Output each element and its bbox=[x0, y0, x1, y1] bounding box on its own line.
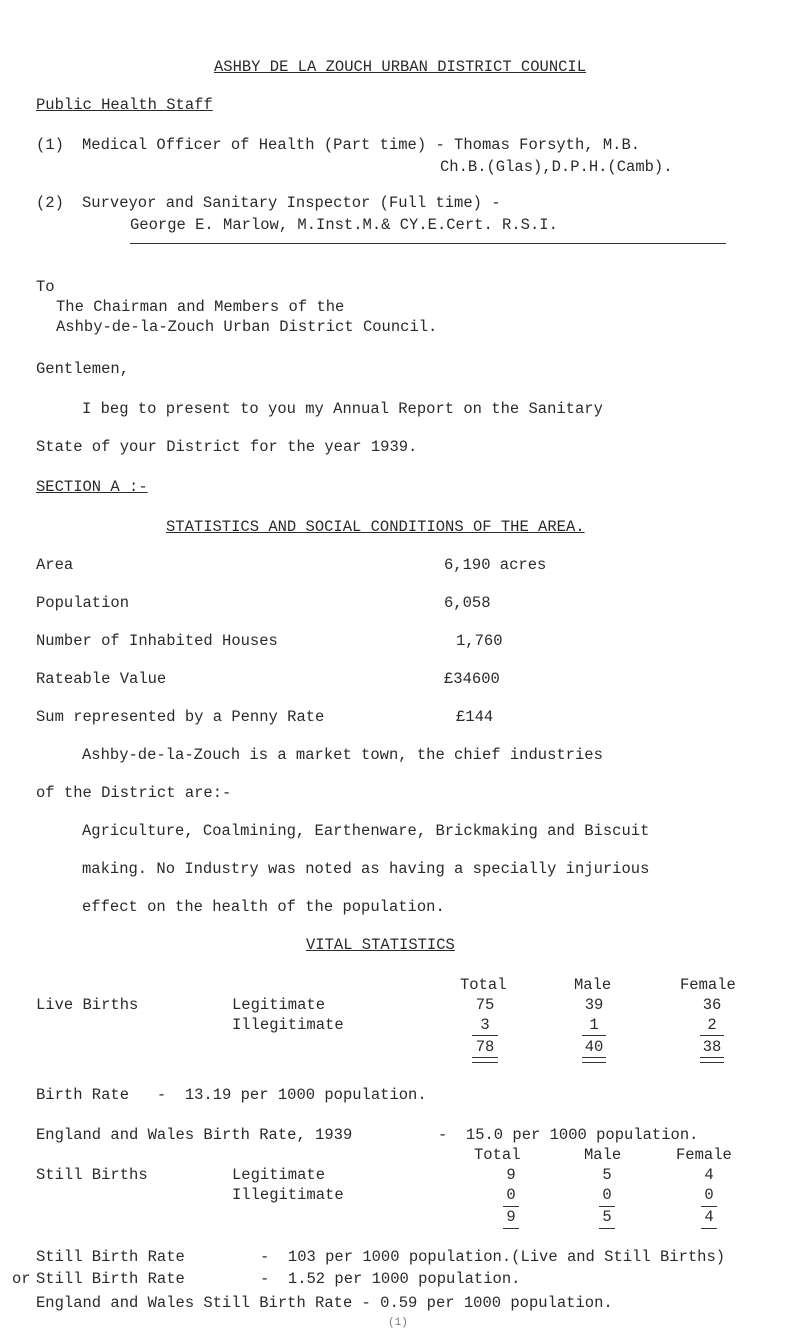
page-mark: (1) bbox=[388, 1317, 408, 1329]
vital-statistics-title: VITAL STATISTICS bbox=[306, 936, 455, 954]
salutation: Gentlemen, bbox=[36, 360, 130, 378]
still-female-rule-bottom bbox=[701, 1228, 717, 1229]
industry-line3: Agriculture, Coalmining, Earthenware, Brickmaking and Biscuit bbox=[82, 822, 650, 840]
stat-rateable-label: Rateable Value bbox=[36, 670, 167, 688]
still-birth-rate-2-label: Still Birth Rate bbox=[36, 1270, 185, 1288]
live-legit-female: 36 bbox=[702, 996, 722, 1014]
live-female-rule bbox=[700, 1035, 724, 1036]
section-title: STATISTICS AND SOCIAL CONDITIONS OF THE AREA. bbox=[166, 518, 585, 536]
still-male-rule-bottom bbox=[599, 1228, 615, 1229]
still-male-rule bbox=[599, 1206, 615, 1207]
section-label: SECTION A :- bbox=[36, 478, 148, 496]
live-legit-male: 39 bbox=[584, 996, 604, 1014]
still-female-rule bbox=[701, 1206, 717, 1207]
letter-to: To bbox=[36, 278, 55, 296]
stat-area-value: 6,190 acres bbox=[444, 556, 547, 574]
still-birth-rate-2-value: - 1.52 per 1000 population. bbox=[260, 1270, 521, 1288]
or-label: or bbox=[12, 1270, 31, 1288]
live-header-male: Male bbox=[574, 976, 612, 994]
still-sum-total: 9 bbox=[506, 1208, 516, 1226]
ew-still-birth-rate: England and Wales Still Birth Rate - 0.59 per 1000 population. bbox=[36, 1294, 613, 1312]
live-illegit-label: Illegitimate bbox=[232, 1016, 344, 1034]
stat-area-label: Area bbox=[36, 556, 74, 574]
live-legit-label: Legitimate bbox=[232, 996, 326, 1014]
live-female-double-rule bbox=[700, 1057, 724, 1063]
stat-population-label: Population bbox=[36, 594, 130, 612]
stat-penny-rate-label: Sum represented by a Penny Rate bbox=[36, 708, 325, 726]
addressee-line2: Ashby-de-la-Zouch Urban District Council. bbox=[56, 318, 438, 336]
still-births-label: Still Births bbox=[36, 1166, 148, 1184]
council-title: ASHBY DE LA ZOUCH URBAN DISTRICT COUNCIL bbox=[213, 58, 587, 76]
intro-line2: State of your District for the year 1939. bbox=[36, 438, 418, 456]
staff-1-number: (1) bbox=[36, 136, 64, 154]
birth-rate: Birth Rate - 13.19 per 1000 population. bbox=[36, 1086, 427, 1104]
industry-line4: making. No Industry was noted as having a specially injurious bbox=[82, 860, 650, 878]
still-total-rule bbox=[503, 1206, 519, 1207]
ew-birth-rate-value: - 15.0 per 1000 population. bbox=[438, 1126, 699, 1144]
addressee-line1: The Chairman and Members of the bbox=[56, 298, 345, 316]
staff-1-line2: Ch.B.(Glas),D.P.H.(Camb). bbox=[440, 158, 673, 176]
staff-heading: Public Health Staff bbox=[36, 96, 213, 114]
live-sum-total: 78 bbox=[475, 1038, 495, 1056]
still-total-rule-bottom bbox=[503, 1228, 519, 1229]
live-male-double-rule bbox=[582, 1057, 606, 1063]
stat-population-value: 6,058 bbox=[444, 594, 491, 612]
live-total-rule bbox=[472, 1035, 498, 1036]
still-legit-label: Legitimate bbox=[232, 1166, 326, 1184]
live-legit-total: 75 bbox=[475, 996, 495, 1014]
live-sum-male: 40 bbox=[584, 1038, 604, 1056]
still-legit-total: 9 bbox=[506, 1166, 516, 1184]
staff-2-line2: George E. Marlow, M.Inst.M.& CY.E.Cert. R.S.I. bbox=[130, 216, 558, 234]
live-header-female: Female bbox=[680, 976, 736, 994]
live-male-rule bbox=[582, 1035, 606, 1036]
live-sum-female: 38 bbox=[702, 1038, 722, 1056]
live-illegit-male: 1 bbox=[589, 1016, 599, 1034]
still-illegit-label: Illegitimate bbox=[232, 1186, 344, 1204]
ew-birth-rate-label: England and Wales Birth Rate, 1939 bbox=[36, 1126, 353, 1144]
still-sum-male: 5 bbox=[602, 1208, 612, 1226]
live-illegit-female: 2 bbox=[707, 1016, 717, 1034]
still-header-female: Female bbox=[676, 1146, 732, 1164]
still-birth-rate-1-value: - 103 per 1000 population.(Live and Still Births) bbox=[260, 1248, 726, 1266]
intro-line1: I beg to present to you my Annual Report on the Sanitary bbox=[82, 400, 603, 418]
staff-1-line1: Medical Officer of Health (Part time) - Thomas Forsyth, M.B. bbox=[82, 136, 641, 154]
stat-houses-value: 1,760 bbox=[456, 632, 503, 650]
still-sum-female: 4 bbox=[704, 1208, 714, 1226]
live-illegit-total: 3 bbox=[480, 1016, 490, 1034]
still-illegit-male: 0 bbox=[602, 1186, 612, 1204]
industry-line5: effect on the health of the population. bbox=[82, 898, 445, 916]
still-legit-male: 5 bbox=[602, 1166, 612, 1184]
still-birth-rate-1-label: Still Birth Rate bbox=[36, 1248, 185, 1266]
still-header-total: Total bbox=[474, 1146, 521, 1164]
still-illegit-total: 0 bbox=[506, 1186, 516, 1204]
still-illegit-female: 0 bbox=[704, 1186, 714, 1204]
industry-line1: Ashby-de-la-Zouch is a market town, the chief industries bbox=[82, 746, 603, 764]
stat-houses-label: Number of Inhabited Houses bbox=[36, 632, 278, 650]
staff-2-line1: Surveyor and Sanitary Inspector (Full time) - bbox=[82, 194, 501, 212]
still-header-male: Male bbox=[584, 1146, 622, 1164]
live-total-double-rule bbox=[472, 1057, 498, 1063]
industry-line2: of the District are:- bbox=[36, 784, 232, 802]
stat-rateable-value: £34600 bbox=[444, 670, 500, 688]
still-legit-female: 4 bbox=[704, 1166, 714, 1184]
live-births-label: Live Births bbox=[36, 996, 139, 1014]
stat-penny-rate-value: £144 bbox=[456, 708, 494, 726]
header-divider bbox=[130, 243, 726, 244]
live-header-total: Total bbox=[460, 976, 507, 994]
staff-2-number: (2) bbox=[36, 194, 64, 212]
